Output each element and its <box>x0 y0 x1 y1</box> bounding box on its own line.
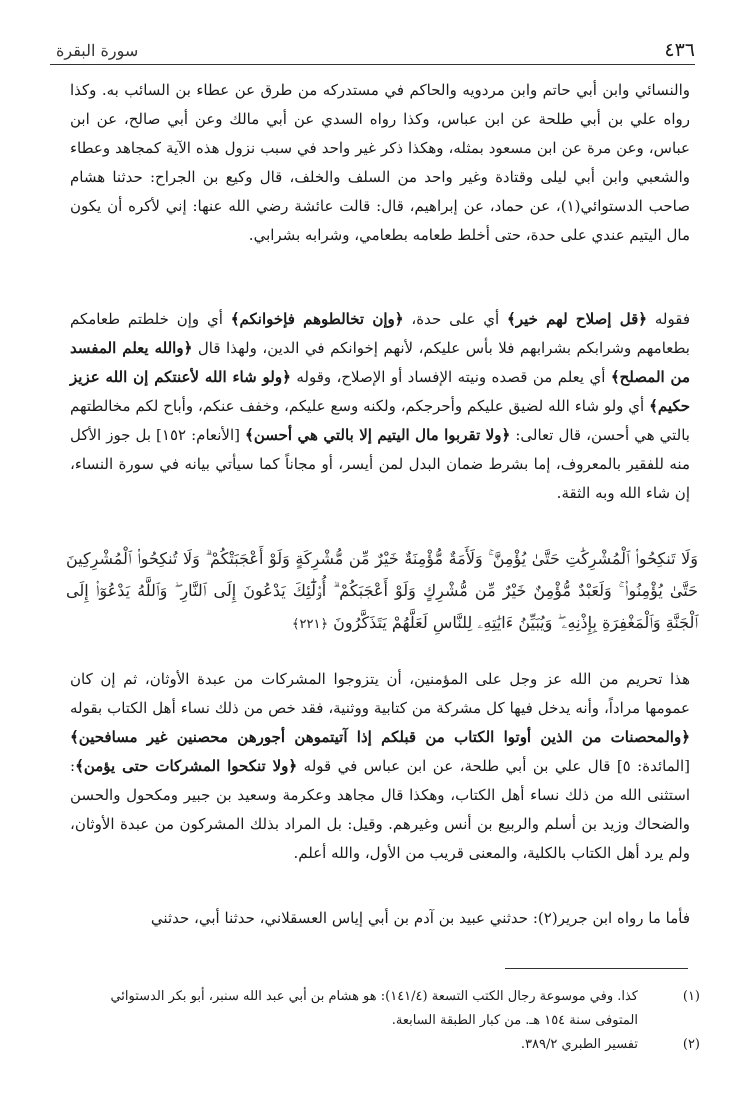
footnote-text: تفسير الطبري ٣٨٩/٢. <box>520 1037 638 1052</box>
footnote-text: المتوفى سنة ١٥٤ هـ. من كبار الطبقة السابعة. <box>391 1013 638 1028</box>
quran-quote-1: ﴿قل إصلاح لهم خير﴾ <box>507 310 648 328</box>
p2-text-e: أي ولو شاء الله لضيق عليكم وأحرجكم، ولكنه وسع عليكم، وخفف عنكم، وأباح لكم مخالطتهم بالتي هي أحسن، قال تعالى: <box>70 397 690 444</box>
p3-text-c: : استثنى الله من ذلك نساء أهل الكتاب، وهكذا قال مجاهد وعكرمة وسعيد بن جبير ومكحول والحسن والضحاك وزيد بن أسلم والربيع بن أنس وغيرهم. وقيل: بل المراد بذلك المشركون من عبدة الأوثان، ولم يرد أهل الكتاب بالكلية، والمعنى قريب من الأول، والله أعلم. <box>70 757 690 862</box>
footnote-ref-2: (٢) <box>537 909 558 927</box>
p2-text-b: أي على حدة، <box>411 310 500 328</box>
surah-name: سورة البقرة <box>56 41 139 60</box>
p4-text-b: : حدثني عبيد بن آدم بن أبي إياس العسقلاني، حدثنا أبي، حدثني <box>150 909 538 927</box>
para1-rest: ، عن حماد، عن إبراهيم، قال: قالت عائشة رضي الله عنها: إني لأكره أن يكون مال اليتيم عندي على حدة، حتى أخلط طعامه بطعامي، وشرابه بشرابي. <box>70 197 690 244</box>
quran-quote-2: ﴿وإن تخالطوهم فإخوانكم﴾ <box>230 310 404 328</box>
verse-text: وَلَا تَنكِحُوا۟ ٱلْمُشْرِكَٰتِ حَتَّىٰ يُؤْمِنَّ ۚ وَلَأَمَةٌ مُّؤْمِنَةٌ خَيْرٌ مِّن مُّشْرِكَةٍ وَلَوْ أَعْجَبَتْكُمْ ۗ وَلَا تُنكِحُوا۟ ٱلْمُشْرِكِينَ حَتَّىٰ يُؤْمِنُوا۟ ۚ وَلَعَبْدٌ مُّؤْمِنٌ خَيْرٌ مِّن مُّشْرِكٍ وَلَوْ أَعْجَبَكُمْ ۗ أُو۟لَٰٓئِكَ يَدْعُونَ إِلَى ٱلنَّارِ ۖ وَٱللَّهُ يَدْعُوٓا۟ إِلَى ٱلْجَنَّةِ وَٱلْمَغْفِرَةِ بِإِذْنِهِۦ ۖ وَيُبَيِّنُ ءَايَٰتِهِۦ لِلنَّاسِ لَعَلَّهُمْ يَتَذَكَّرُونَ <box>66 549 698 632</box>
paragraph-2 <box>70 305 690 508</box>
footnote-number: (٢) <box>682 1037 700 1052</box>
quran-quote-7: ﴿ولا تنكحوا المشركات حتى يؤمن﴾ <box>75 757 298 775</box>
footnote-number: (١) <box>682 989 700 1004</box>
footnotes <box>40 985 700 1057</box>
quran-quote-5: ﴿ولا تقربوا مال اليتيم إلا بالتي هي أحسن﴾ <box>245 426 511 444</box>
footnote-2 <box>40 1033 700 1057</box>
p2-text-f: [الأنعام: ١٥٢] بل جوز الأكل منه للفقير بالمعروف، إما بشرط ضمان البدل لمن أيسر، أو مجاناً كما سيأتي بيانه في سورة النساء، إن شاء الله وبه الثقة. <box>70 426 690 502</box>
footnote-1 <box>40 985 700 1033</box>
p4-text-a: فأما ما رواه ابن جرير <box>557 909 690 927</box>
footnote-ref-1: (١) <box>560 197 581 215</box>
para1-text: والنسائي وابن أبي حاتم وابن مردويه والحاكم في مستدركه من طرق عن عطاء بن السائب به. وكذا رواه علي بن أبي طلحة عن ابن عباس، وكذا رواه السدي عن أبي مالك وعن أبي صالح، عن ابن عباس، وعن مرة عن ابن مسعود بمثله، وهكذا ذكر غير واحد في سبب نزول هذه الآية كمجاهد وعطاء والشعبي وابن أبي ليلى وقتادة وغير واحد من السلف والخلف، قال وكيع بن الجراح: حدثنا هشام صاحب الدستوائي <box>70 81 690 215</box>
paragraph-4 <box>70 904 690 933</box>
page-header <box>50 38 695 65</box>
p3-text-b: [المائدة: ٥] قال علي بن أبي طلحة، عن ابن عباس في قوله <box>303 757 690 775</box>
quran-quote-3: ﴿والله يعلم المفسد من المصلح﴾ <box>70 339 690 386</box>
quran-quote-4: ﴿ولو شاء الله لأعنتكم إن الله عزيز حكيم﴾ <box>70 368 690 415</box>
verse-number: ﴿٢٢١﴾ <box>291 617 329 632</box>
p3-text-a: هذا تحريم من الله عز وجل على المؤمنين، أن يتزوجوا المشركات من عبدة الأوثان، ثم إن كان عمومها مراداً، وأنه يدخل فيها كل مشركة من كتابية ووثنية، فقد خص من ذلك نساء أهل الكتاب بقوله <box>70 670 690 717</box>
p2-text-d: أي يعلم من قصده ونيته الإفساد أو الإصلاح، وقوله <box>296 368 606 386</box>
paragraph-1 <box>70 76 690 250</box>
quran-verse <box>66 543 698 641</box>
footnote-divider <box>505 968 688 969</box>
p2-text-c: أي وإن خلطتم طعامكم بطعامهم وشرابكم بشرابهم فلا بأس عليكم، لأنهم إخوانكم في الدين، ولهذا قال <box>70 310 690 357</box>
quran-quote-6: ﴿والمحصنات من الذين أوتوا الكتاب من قبلكم إذا آتيتموهن أجورهن محصنين غير مسافحين﴾ <box>70 728 690 746</box>
paragraph-3 <box>70 665 690 868</box>
p2-text-a: فقوله <box>654 310 690 328</box>
page-number: ٤٣٦ <box>664 39 695 61</box>
footnote-text: كذا. وفي موسوعة رجال الكتب التسعة (١٤١/٤): هو هشام بن أبي عبد الله سنبر، أبو بكر الدستوائي <box>110 989 638 1004</box>
